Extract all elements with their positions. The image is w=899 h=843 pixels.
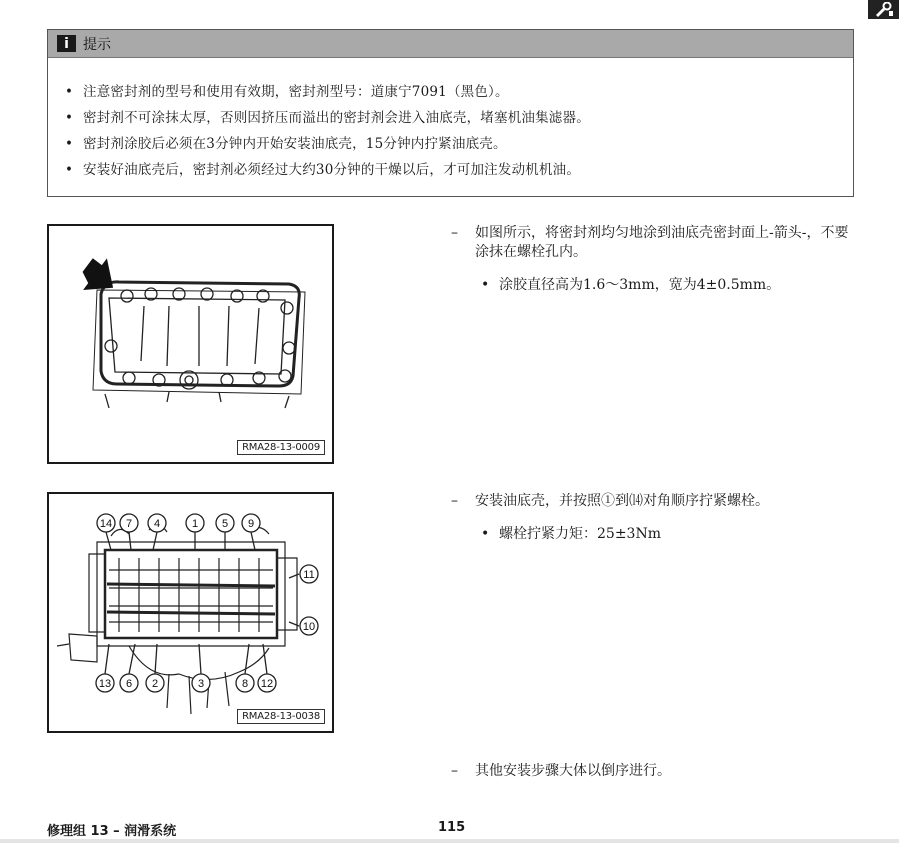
figure-code: RMA28-13-0038 (237, 709, 325, 724)
dash-glyph: – (451, 493, 458, 509)
note-item: • 密封剂不可涂抹太厚，否则因挤压而溢出的密封剂会进入油底壳，堵塞机油集滤器。 (65, 105, 590, 131)
oil-pan-illustration (49, 226, 332, 462)
bullet-glyph: • (65, 110, 74, 126)
info-icon: i (57, 35, 76, 52)
dash-glyph: – (451, 763, 458, 779)
step-sub-torque (481, 525, 661, 544)
sub-text: 螺栓拧紧力矩：25±3Nm (499, 526, 661, 542)
bolt-label: 3 (197, 678, 205, 690)
note-item: • 密封剂涂胶后必须在3分钟内开始安装油底壳，15分钟内拧紧油底壳。 (65, 131, 590, 157)
bullet-glyph: • (481, 526, 490, 542)
bolt-label: 5 (221, 518, 229, 530)
step-text: 其他安装步骤大体以倒序进行。 (475, 763, 671, 779)
bolt-label: 9 (247, 518, 255, 530)
bolt-label: 2 (151, 678, 159, 690)
tools-icon (874, 2, 894, 17)
bolt-label: 12 (260, 678, 274, 690)
note-title: 提示 (83, 36, 111, 53)
note-header (48, 30, 853, 58)
note-item: • 注意密封剂的型号和使用有效期，密封剂型号：道康宁7091（黑色）。 (65, 79, 590, 105)
bullet-glyph: • (65, 84, 74, 100)
note-item: • 安装好油底壳后，密封剂必须经过大约30分钟的干燥以后，才可加注发动机机油。 (65, 157, 590, 183)
step-text: 安装油底壳，并按照①到⒁对角顺序拧紧螺栓。 (475, 493, 769, 509)
bolt-label: 4 (153, 518, 161, 530)
figure-code: RMA28-13-0009 (237, 440, 325, 455)
bolt-label: 1 (191, 518, 199, 530)
bolt-label: 13 (98, 678, 112, 690)
bolt-label: 7 (125, 518, 133, 530)
sub-text: 涂胶直径高为1.6～3mm，宽为4±0.5mm。 (499, 277, 781, 293)
bolt-label: 8 (241, 678, 249, 690)
page-number: 115 (438, 820, 466, 835)
note-box (47, 29, 854, 197)
bullet-glyph: • (65, 162, 74, 178)
corner-tools-badge (868, 0, 899, 19)
figure-bolt-sequence (47, 492, 334, 733)
figure-oil-pan-sealant (47, 224, 334, 464)
footer-bar (0, 839, 899, 843)
bolt-label: 14 (99, 518, 113, 530)
footer-section: 修理组 13 – 润滑系统 (47, 824, 177, 839)
step-sub-bead-size (481, 276, 780, 295)
bolt-sequence-illustration (49, 494, 332, 731)
bullet-glyph: • (481, 277, 490, 293)
bolt-label: 11 (303, 569, 315, 581)
note-list (65, 79, 590, 183)
arrow-icon (79, 256, 113, 292)
bolt-label: 6 (125, 678, 133, 690)
step-text: 如图所示，将密封剂均匀地涂到油底壳密封面上-箭头-，不要涂抹在螺栓孔内。 (475, 225, 849, 260)
bolt-label: 10 (302, 621, 316, 633)
dash-glyph: – (451, 225, 458, 241)
bullet-glyph: • (65, 136, 74, 152)
